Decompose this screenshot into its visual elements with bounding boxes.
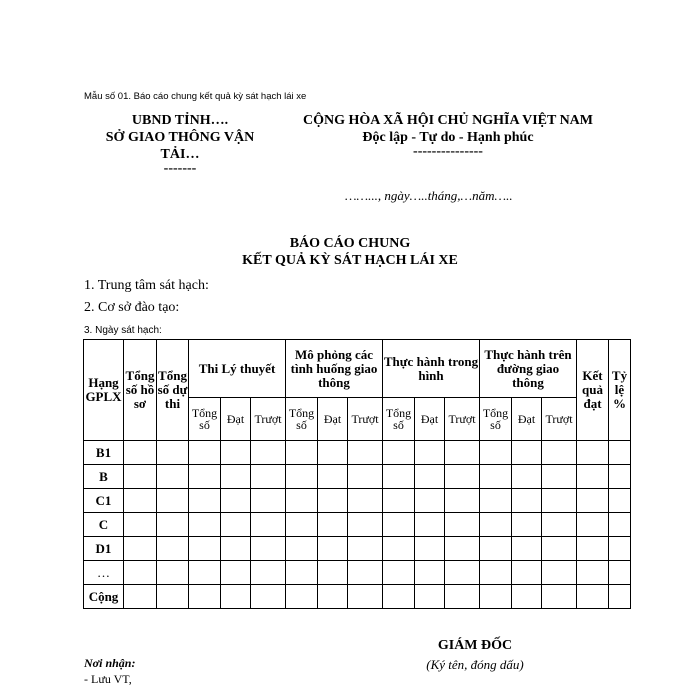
table-cell <box>221 561 251 585</box>
table-cell <box>415 561 445 585</box>
table-cell <box>383 513 415 537</box>
table-cell <box>512 513 542 537</box>
table-cell <box>609 561 631 585</box>
table-cell <box>251 585 286 609</box>
table-cell <box>318 537 348 561</box>
table-cell <box>480 513 512 537</box>
table-cell <box>445 489 480 513</box>
table-cell <box>383 585 415 609</box>
table-cell <box>512 489 542 513</box>
table-row <box>84 513 631 537</box>
table-cell <box>577 585 609 609</box>
header-total-files: Tổng số hồ sơ <box>124 340 157 441</box>
table-cell <box>348 441 383 465</box>
table-cell <box>577 489 609 513</box>
signature-note: (Ký tên, đóng dấu) <box>426 657 524 672</box>
table-cell <box>318 513 348 537</box>
table-row <box>84 537 631 561</box>
table-cell <box>221 441 251 465</box>
table-cell <box>348 513 383 537</box>
nation-rule: --------------- <box>413 144 483 159</box>
table-cell <box>221 585 251 609</box>
table-cell <box>251 465 286 489</box>
table-cell <box>577 441 609 465</box>
table-cell <box>157 465 189 489</box>
table-cell <box>286 489 318 513</box>
table-cell <box>251 513 286 537</box>
table-cell <box>512 561 542 585</box>
table-cell <box>124 441 157 465</box>
table-cell <box>542 489 577 513</box>
table-cell <box>415 465 445 489</box>
table-cell <box>577 465 609 489</box>
report-title-line-1: BÁO CÁO CHUNG <box>289 236 411 251</box>
agency-line-2: SỞ GIAO THÔNG VẬN <box>105 130 255 145</box>
table-cell <box>157 537 189 561</box>
table-cell <box>221 465 251 489</box>
table-cell <box>286 441 318 465</box>
table-cell <box>383 561 415 585</box>
table-cell <box>415 537 445 561</box>
table-row <box>84 561 631 585</box>
header-rate: Tỷ lệ % <box>609 340 631 441</box>
table-cell <box>251 489 286 513</box>
report-title <box>150 235 550 269</box>
table-cell <box>383 465 415 489</box>
table-cell <box>189 465 221 489</box>
table-cell <box>157 513 189 537</box>
table-cell <box>189 537 221 561</box>
table-header-row <box>84 340 631 398</box>
form-code: Mẫu số 01. Báo cáo chung kết quả kỳ sát hạch lái xe <box>84 91 307 102</box>
table-cell <box>157 585 189 609</box>
table-cell <box>415 585 445 609</box>
table-cell <box>348 465 383 489</box>
table-cell <box>577 513 609 537</box>
agency-header <box>95 112 265 175</box>
row-class-label: Cộng <box>84 585 124 609</box>
subheader-pass: Đạt <box>221 398 251 441</box>
table-cell <box>542 441 577 465</box>
table-cell <box>318 441 348 465</box>
table-cell <box>348 585 383 609</box>
table-cell <box>480 561 512 585</box>
table-cell <box>189 489 221 513</box>
row-class-label: B <box>84 465 124 489</box>
recipients-label: Nơi nhận: <box>84 656 136 670</box>
director-title: GIÁM ĐỐC <box>437 638 513 653</box>
table-cell <box>157 441 189 465</box>
table-cell <box>251 561 286 585</box>
table-cell <box>189 585 221 609</box>
agency-line-3: TẢI… <box>160 147 200 162</box>
table-cell <box>445 561 480 585</box>
table-cell <box>415 489 445 513</box>
table-row <box>84 441 631 465</box>
table-cell <box>124 465 157 489</box>
table-cell <box>124 561 157 585</box>
table-cell <box>542 585 577 609</box>
table-cell <box>189 441 221 465</box>
table-cell <box>286 513 318 537</box>
table-cell <box>124 537 157 561</box>
table-cell <box>512 585 542 609</box>
field-test-center: 1. Trung tâm sát hạch: <box>84 278 209 293</box>
subheader-total: Tổng số <box>480 398 512 441</box>
header-result: Kết quả đạt <box>577 340 609 441</box>
table-cell <box>318 489 348 513</box>
recipients-item: - Lưu VT, <box>84 672 132 686</box>
table-cell <box>542 537 577 561</box>
table-cell <box>609 585 631 609</box>
table-cell <box>157 561 189 585</box>
table-cell <box>577 537 609 561</box>
results-table <box>83 339 631 609</box>
table-cell <box>542 561 577 585</box>
table-cell <box>445 585 480 609</box>
subheader-total: Tổng số <box>383 398 415 441</box>
table-cell <box>415 513 445 537</box>
table-cell <box>189 561 221 585</box>
table-cell <box>124 585 157 609</box>
header-class: Hạng GPLX <box>84 340 124 441</box>
table-cell <box>609 513 631 537</box>
table-cell <box>609 537 631 561</box>
date-line: ……..., ngày…..tháng,…năm….. <box>345 188 513 203</box>
table-body <box>84 441 631 609</box>
nation-line-1: CỘNG HÒA XÃ HỘI CHỦ NGHĨA VIỆT NAM <box>302 113 593 128</box>
nation-header <box>288 112 608 158</box>
table-cell <box>383 441 415 465</box>
table-cell <box>251 537 286 561</box>
table-row <box>84 489 631 513</box>
table-cell <box>124 489 157 513</box>
table-cell <box>445 537 480 561</box>
agency-line-1: UBND TỈNH…. <box>131 113 229 128</box>
table-cell <box>124 513 157 537</box>
row-class-label: C1 <box>84 489 124 513</box>
table-cell <box>512 441 542 465</box>
subheader-fail: Trượt <box>251 398 286 441</box>
table-cell <box>286 465 318 489</box>
subheader-fail: Trượt <box>542 398 577 441</box>
header-total-candidates: Tổng số dự thi <box>157 340 189 441</box>
table-cell <box>445 441 480 465</box>
table-cell <box>415 441 445 465</box>
table-cell <box>189 513 221 537</box>
row-class-label: … <box>84 561 124 585</box>
table-cell <box>512 537 542 561</box>
table-row <box>84 465 631 489</box>
header-simulation: Mô phỏng các tình huống giao thông <box>286 340 383 398</box>
table-cell <box>480 489 512 513</box>
table-cell <box>445 513 480 537</box>
table-cell <box>318 561 348 585</box>
field-training-school: 2. Cơ sở đào tạo: <box>84 300 180 315</box>
table-cell <box>348 537 383 561</box>
table-cell <box>157 489 189 513</box>
report-title-line-2: KẾT QUẢ KỲ SÁT HẠCH LÁI XE <box>242 253 458 268</box>
table-cell <box>286 537 318 561</box>
table-cell <box>348 561 383 585</box>
agency-rule: ------- <box>163 161 197 176</box>
table-cell <box>542 513 577 537</box>
table-cell <box>318 585 348 609</box>
table-cell <box>609 489 631 513</box>
subheader-fail: Trượt <box>445 398 480 441</box>
header-yard: Thực hành trong hình <box>383 340 480 398</box>
nation-line-2: Độc lập - Tự do - Hạnh phúc <box>362 130 534 145</box>
table-cell <box>221 513 251 537</box>
table-cell <box>383 537 415 561</box>
table-cell <box>383 489 415 513</box>
table-cell <box>480 441 512 465</box>
header-theory: Thi Lý thuyết <box>189 340 286 398</box>
subheader-pass: Đạt <box>512 398 542 441</box>
table-cell <box>480 465 512 489</box>
table-cell <box>318 465 348 489</box>
table-cell <box>577 561 609 585</box>
subheader-fail: Trượt <box>348 398 383 441</box>
table-cell <box>286 561 318 585</box>
table-cell <box>512 465 542 489</box>
field-test-date: 3. Ngày sát hạch: <box>84 325 162 336</box>
subheader-pass: Đạt <box>318 398 348 441</box>
row-class-label: B1 <box>84 441 124 465</box>
subheader-total: Tổng số <box>286 398 318 441</box>
table-cell <box>221 489 251 513</box>
table-cell <box>609 441 631 465</box>
table-cell <box>609 465 631 489</box>
table-row <box>84 585 631 609</box>
subheader-total: Tổng số <box>189 398 221 441</box>
table-cell <box>348 489 383 513</box>
row-class-label: C <box>84 513 124 537</box>
table-cell <box>542 465 577 489</box>
table-cell <box>480 585 512 609</box>
subheader-pass: Đạt <box>415 398 445 441</box>
table-cell <box>251 441 286 465</box>
header-road: Thực hành trên đường giao thông <box>480 340 577 398</box>
table-cell <box>286 585 318 609</box>
table-cell <box>221 537 251 561</box>
table-cell <box>445 465 480 489</box>
table-cell <box>480 537 512 561</box>
row-class-label: D1 <box>84 537 124 561</box>
